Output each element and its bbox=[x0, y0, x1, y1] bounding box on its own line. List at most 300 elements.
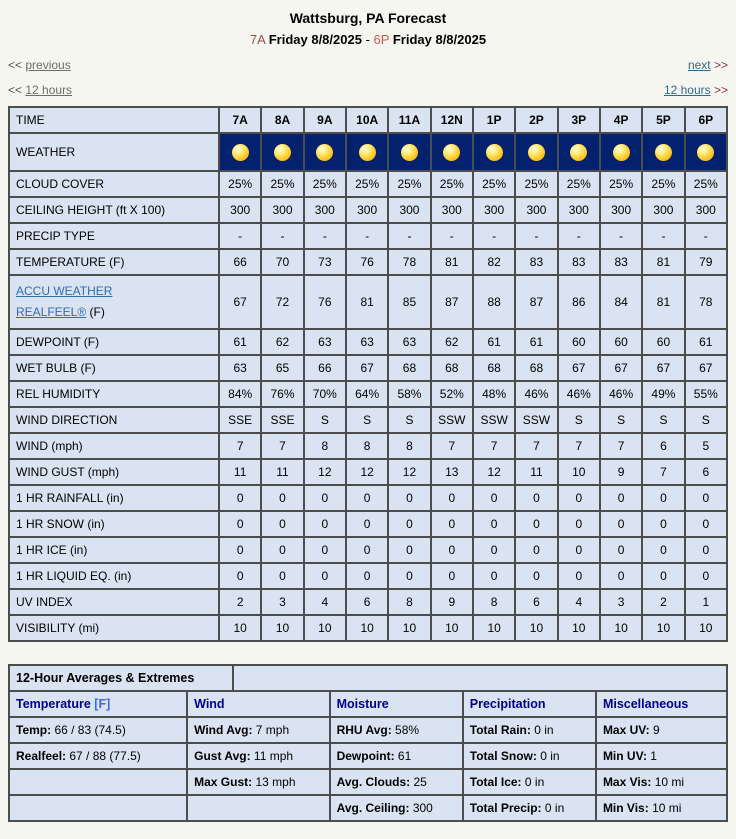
range-start-time: 7A bbox=[249, 32, 266, 47]
forecast-value: 67 bbox=[219, 275, 261, 329]
forecast-value: 83 bbox=[600, 249, 642, 275]
unit-toggle-link[interactable]: [F] bbox=[94, 697, 111, 711]
forecast-row bbox=[9, 589, 727, 615]
forecast-value: SSW bbox=[431, 407, 473, 433]
forecast-row-label: 1 HR RAINFALL (in) bbox=[9, 485, 219, 511]
weather-cell bbox=[346, 133, 388, 171]
forecast-value: 84% bbox=[219, 381, 261, 407]
forecast-value: 0 bbox=[431, 537, 473, 563]
accuweather-realfeel-link[interactable]: ACCU WEATHER bbox=[16, 284, 113, 298]
forecast-value: 64% bbox=[346, 381, 388, 407]
forecast-value: 25% bbox=[685, 171, 727, 197]
range-end-date: Friday 8/8/2025 bbox=[392, 32, 487, 47]
summary-cell: Min Vis: 10 mi bbox=[595, 796, 726, 820]
weather-cell bbox=[304, 133, 346, 171]
forecast-value: 25% bbox=[388, 171, 430, 197]
forecast-value: 25% bbox=[473, 171, 515, 197]
forecast-value: 0 bbox=[261, 563, 303, 589]
forecast-value: 87 bbox=[431, 275, 473, 329]
time-col-header: 5P bbox=[642, 107, 684, 133]
forecast-row bbox=[9, 511, 727, 537]
forecast-value: 60 bbox=[642, 329, 684, 355]
summary-col-header-label: Miscellaneous bbox=[602, 697, 689, 711]
forecast-value: 61 bbox=[473, 329, 515, 355]
time-col-header: 7A bbox=[219, 107, 261, 133]
forecast-value: 300 bbox=[431, 197, 473, 223]
forecast-value: 85 bbox=[388, 275, 430, 329]
forecast-row-label: CEILING HEIGHT (ft X 100) bbox=[9, 197, 219, 223]
forecast-value: S bbox=[388, 407, 430, 433]
forecast-value: 70% bbox=[304, 381, 346, 407]
forecast-value: S bbox=[346, 407, 388, 433]
forecast-value: 0 bbox=[685, 563, 727, 589]
forecast-value: 300 bbox=[473, 197, 515, 223]
sun-icon bbox=[316, 144, 333, 161]
forecast-table bbox=[8, 106, 728, 642]
forecast-value: 82 bbox=[473, 249, 515, 275]
forecast-value: 0 bbox=[642, 511, 684, 537]
prev-12hours-arrows-icon: << bbox=[8, 83, 23, 97]
forecast-value: 6 bbox=[642, 433, 684, 459]
summary-title-row bbox=[10, 666, 726, 690]
summary-table bbox=[8, 664, 728, 822]
forecast-value: 0 bbox=[558, 563, 600, 589]
forecast-value: 25% bbox=[558, 171, 600, 197]
forecast-value: 7 bbox=[642, 459, 684, 485]
forecast-value: 78 bbox=[685, 275, 727, 329]
time-col-header: 1P bbox=[473, 107, 515, 133]
forecast-value: 83 bbox=[515, 249, 557, 275]
forecast-value: 8 bbox=[388, 589, 430, 615]
forecast-value: 78 bbox=[388, 249, 430, 275]
forecast-value: 0 bbox=[473, 563, 515, 589]
forecast-value: 67 bbox=[642, 355, 684, 381]
forecast-row bbox=[9, 171, 727, 197]
forecast-value: 8 bbox=[388, 433, 430, 459]
summary-row bbox=[10, 742, 726, 768]
sun-icon bbox=[655, 144, 672, 161]
forecast-value: 0 bbox=[346, 511, 388, 537]
summary-cell: Total Rain: 0 in bbox=[462, 718, 595, 742]
forecast-value: 0 bbox=[558, 485, 600, 511]
forecast-row-label: WIND GUST (mph) bbox=[9, 459, 219, 485]
summary-cell: Realfeel: 67 / 88 (77.5) bbox=[16, 749, 141, 763]
forecast-value: 0 bbox=[515, 537, 557, 563]
forecast-value: 88 bbox=[473, 275, 515, 329]
next-arrows-icon: >> bbox=[713, 58, 728, 72]
forecast-value: 0 bbox=[473, 537, 515, 563]
forecast-value: 25% bbox=[261, 171, 303, 197]
sun-icon bbox=[613, 144, 630, 161]
forecast-value: S bbox=[304, 407, 346, 433]
forecast-value: 3 bbox=[600, 589, 642, 615]
forecast-value: S bbox=[600, 407, 642, 433]
forecast-value: 0 bbox=[642, 485, 684, 511]
forecast-value: 10 bbox=[558, 615, 600, 641]
summary-cell: Max UV: 9 bbox=[595, 718, 726, 742]
forecast-value: 8 bbox=[304, 433, 346, 459]
forecast-value: 11 bbox=[261, 459, 303, 485]
forecast-value: 10 bbox=[515, 615, 557, 641]
forecast-value: 68 bbox=[515, 355, 557, 381]
forecast-row bbox=[9, 433, 727, 459]
forecast-value: 0 bbox=[388, 511, 430, 537]
forecast-value: 300 bbox=[600, 197, 642, 223]
forecast-value: 76 bbox=[346, 249, 388, 275]
forecast-value: 10 bbox=[685, 615, 727, 641]
forecast-value: - bbox=[219, 223, 261, 249]
summary-cell bbox=[186, 796, 328, 820]
forecast-row bbox=[9, 223, 727, 249]
forecast-value: 61 bbox=[685, 329, 727, 355]
forecast-value: 25% bbox=[431, 171, 473, 197]
forecast-value: 0 bbox=[600, 537, 642, 563]
forecast-value: 0 bbox=[261, 511, 303, 537]
forecast-value: 63 bbox=[346, 329, 388, 355]
forecast-value: 60 bbox=[558, 329, 600, 355]
forecast-value: 67 bbox=[346, 355, 388, 381]
forecast-value: - bbox=[431, 223, 473, 249]
forecast-value: 0 bbox=[642, 563, 684, 589]
forecast-row bbox=[9, 249, 727, 275]
forecast-value: 13 bbox=[431, 459, 473, 485]
forecast-value: 0 bbox=[388, 537, 430, 563]
forecast-value: 67 bbox=[558, 355, 600, 381]
forecast-value: 72 bbox=[261, 275, 303, 329]
time-col-header: 4P bbox=[600, 107, 642, 133]
forecast-value: 0 bbox=[558, 511, 600, 537]
forecast-value: 12 bbox=[346, 459, 388, 485]
time-col-header: 10A bbox=[346, 107, 388, 133]
forecast-value: 66 bbox=[219, 249, 261, 275]
forecast-row bbox=[9, 537, 727, 563]
time-col-header: 8A bbox=[261, 107, 303, 133]
forecast-row-label: ACCU WEATHER REALFEEL® (F) bbox=[9, 275, 219, 329]
forecast-value: S bbox=[642, 407, 684, 433]
next-12hours-arrows-icon: >> bbox=[713, 83, 728, 97]
time-col-header: 3P bbox=[558, 107, 600, 133]
summary-cell bbox=[10, 770, 186, 794]
forecast-value: 300 bbox=[304, 197, 346, 223]
summary-col-header-label: Moisture bbox=[336, 697, 389, 711]
summary-cell: Total Ice: 0 in bbox=[462, 770, 595, 794]
forecast-value: 62 bbox=[261, 329, 303, 355]
forecast-row bbox=[9, 355, 727, 381]
forecast-row bbox=[9, 329, 727, 355]
forecast-value: 6 bbox=[685, 459, 727, 485]
summary-col-header bbox=[462, 692, 595, 716]
summary-cell: Min UV: 1 bbox=[595, 744, 726, 768]
weather-cell bbox=[515, 133, 557, 171]
forecast-value: 86 bbox=[558, 275, 600, 329]
summary-cell: Temp: 66 / 83 (74.5) bbox=[16, 723, 126, 737]
forecast-value: 0 bbox=[515, 511, 557, 537]
forecast-value: - bbox=[558, 223, 600, 249]
forecast-value: SSE bbox=[219, 407, 261, 433]
forecast-value: 300 bbox=[346, 197, 388, 223]
sun-icon bbox=[274, 144, 291, 161]
forecast-value: 8 bbox=[473, 589, 515, 615]
forecast-value: 10 bbox=[558, 459, 600, 485]
forecast-value: 48% bbox=[473, 381, 515, 407]
forecast-value: 63 bbox=[219, 355, 261, 381]
forecast-value: - bbox=[261, 223, 303, 249]
summary-title: 12-Hour Averages & Extremes bbox=[16, 671, 195, 685]
forecast-value: 49% bbox=[642, 381, 684, 407]
forecast-value: 73 bbox=[304, 249, 346, 275]
prev-12hours-link[interactable]: 12 hours bbox=[25, 83, 73, 97]
forecast-value: 300 bbox=[685, 197, 727, 223]
forecast-value: 61 bbox=[515, 329, 557, 355]
forecast-value: 67 bbox=[600, 355, 642, 381]
forecast-value: 76 bbox=[304, 275, 346, 329]
weather-cell bbox=[431, 133, 473, 171]
sun-icon bbox=[401, 144, 418, 161]
forecast-value: 61 bbox=[219, 329, 261, 355]
weather-row-label: WEATHER bbox=[9, 133, 219, 171]
forecast-value: 66 bbox=[304, 355, 346, 381]
summary-col-header-label: Precipitation bbox=[469, 697, 546, 711]
forecast-value: 12 bbox=[304, 459, 346, 485]
forecast-row-label: WIND (mph) bbox=[9, 433, 219, 459]
forecast-value: 7 bbox=[515, 433, 557, 459]
forecast-value: 0 bbox=[219, 537, 261, 563]
forecast-value: 12 bbox=[473, 459, 515, 485]
forecast-value: 6 bbox=[346, 589, 388, 615]
forecast-value: 8 bbox=[346, 433, 388, 459]
forecast-value: 25% bbox=[642, 171, 684, 197]
forecast-value: 3 bbox=[261, 589, 303, 615]
forecast-value: 25% bbox=[515, 171, 557, 197]
forecast-value: 10 bbox=[600, 615, 642, 641]
forecast-value: 0 bbox=[388, 485, 430, 511]
forecast-value: 0 bbox=[304, 511, 346, 537]
sun-icon bbox=[232, 144, 249, 161]
forecast-value: 62 bbox=[431, 329, 473, 355]
summary-cell: Max Vis: 10 mi bbox=[595, 770, 726, 794]
time-col-header: 2P bbox=[515, 107, 557, 133]
forecast-value: 87 bbox=[515, 275, 557, 329]
summary-header-row bbox=[10, 690, 726, 716]
forecast-value: 58% bbox=[388, 381, 430, 407]
forecast-value: 79 bbox=[685, 249, 727, 275]
summary-cell: Total Snow: 0 in bbox=[462, 744, 595, 768]
forecast-row bbox=[9, 563, 727, 589]
forecast-row bbox=[9, 407, 727, 433]
summary-col-header-label: Wind bbox=[194, 697, 225, 711]
forecast-value: - bbox=[473, 223, 515, 249]
sun-icon bbox=[570, 144, 587, 161]
forecast-value: SSW bbox=[515, 407, 557, 433]
summary-cell: Avg. Ceiling: 300 bbox=[329, 796, 462, 820]
forecast-value: S bbox=[558, 407, 600, 433]
forecast-row-label: 1 HR LIQUID EQ. (in) bbox=[9, 563, 219, 589]
forecast-value: 0 bbox=[431, 563, 473, 589]
sun-icon bbox=[443, 144, 460, 161]
forecast-value: 63 bbox=[304, 329, 346, 355]
summary-cell bbox=[10, 796, 186, 820]
forecast-value: - bbox=[388, 223, 430, 249]
forecast-value: 84 bbox=[600, 275, 642, 329]
forecast-value: 0 bbox=[600, 485, 642, 511]
forecast-value: - bbox=[685, 223, 727, 249]
forecast-value: 300 bbox=[219, 197, 261, 223]
forecast-value: 25% bbox=[600, 171, 642, 197]
forecast-value: 12 bbox=[388, 459, 430, 485]
weather-cell bbox=[473, 133, 515, 171]
accuweather-realfeel-link[interactable]: REALFEEL® bbox=[16, 305, 87, 319]
summary-cell: Avg. Clouds: 25 bbox=[329, 770, 462, 794]
summary-title-filler bbox=[232, 666, 726, 690]
forecast-value: SSE bbox=[261, 407, 303, 433]
forecast-value: 68 bbox=[473, 355, 515, 381]
forecast-value: 9 bbox=[600, 459, 642, 485]
forecast-row-label: REL HUMIDITY bbox=[9, 381, 219, 407]
weather-cell bbox=[685, 133, 727, 171]
time-col-header: 9A bbox=[304, 107, 346, 133]
weather-cell bbox=[642, 133, 684, 171]
forecast-value: 70 bbox=[261, 249, 303, 275]
date-range bbox=[8, 32, 728, 47]
forecast-value: 0 bbox=[304, 485, 346, 511]
weather-cell bbox=[388, 133, 430, 171]
previous-link[interactable]: previous bbox=[25, 58, 71, 72]
forecast-value: 65 bbox=[261, 355, 303, 381]
forecast-row-label: WET BULB (F) bbox=[9, 355, 219, 381]
weather-cell bbox=[600, 133, 642, 171]
summary-row bbox=[10, 794, 726, 820]
forecast-value: 25% bbox=[219, 171, 261, 197]
forecast-value: S bbox=[685, 407, 727, 433]
summary-row bbox=[10, 716, 726, 742]
forecast-value: 76% bbox=[261, 381, 303, 407]
forecast-value: 81 bbox=[642, 275, 684, 329]
forecast-value: - bbox=[346, 223, 388, 249]
forecast-value: 0 bbox=[558, 537, 600, 563]
forecast-value: SSW bbox=[473, 407, 515, 433]
summary-rows bbox=[10, 690, 726, 820]
forecast-row bbox=[9, 485, 727, 511]
forecast-value: 300 bbox=[515, 197, 557, 223]
forecast-value: 2 bbox=[219, 589, 261, 615]
forecast-value: 68 bbox=[431, 355, 473, 381]
forecast-value: 0 bbox=[431, 511, 473, 537]
time-col-header: 6P bbox=[685, 107, 727, 133]
summary-cell: Total Precip: 0 in bbox=[462, 796, 595, 820]
forecast-value: 0 bbox=[515, 563, 557, 589]
forecast-value: 55% bbox=[685, 381, 727, 407]
sun-icon bbox=[486, 144, 503, 161]
next-nav bbox=[688, 58, 728, 72]
forecast-row bbox=[9, 275, 727, 329]
weather-cell bbox=[261, 133, 303, 171]
forecast-value: 300 bbox=[388, 197, 430, 223]
forecast-value: 83 bbox=[558, 249, 600, 275]
forecast-value: 7 bbox=[261, 433, 303, 459]
sun-icon bbox=[697, 144, 714, 161]
previous-arrows-icon: << bbox=[8, 58, 23, 72]
next-12hours-link[interactable]: 12 hours bbox=[663, 83, 711, 97]
summary-col-header-label: Temperature bbox=[16, 697, 91, 711]
sun-icon bbox=[359, 144, 376, 161]
forecast-value: 0 bbox=[346, 563, 388, 589]
forecast-row-label: TEMPERATURE (F) bbox=[9, 249, 219, 275]
forecast-value: 0 bbox=[685, 537, 727, 563]
forecast-row bbox=[9, 197, 727, 223]
forecast-value: 10 bbox=[261, 615, 303, 641]
forecast-row bbox=[9, 381, 727, 407]
forecast-value: 7 bbox=[473, 433, 515, 459]
forecast-value: 25% bbox=[346, 171, 388, 197]
forecast-row-label: CLOUD COVER bbox=[9, 171, 219, 197]
forecast-value: 46% bbox=[558, 381, 600, 407]
forecast-value: 0 bbox=[515, 485, 557, 511]
forecast-value: 0 bbox=[600, 511, 642, 537]
forecast-value: 0 bbox=[219, 563, 261, 589]
range-separator: - bbox=[365, 32, 370, 47]
forecast-value: 7 bbox=[431, 433, 473, 459]
forecast-value: 2 bbox=[642, 589, 684, 615]
forecast-value: 4 bbox=[558, 589, 600, 615]
forecast-value: 300 bbox=[261, 197, 303, 223]
forecast-value: 4 bbox=[304, 589, 346, 615]
nav-row-period bbox=[8, 58, 728, 72]
forecast-value: - bbox=[304, 223, 346, 249]
forecast-value: 81 bbox=[346, 275, 388, 329]
forecast-value: 0 bbox=[346, 485, 388, 511]
next-link[interactable]: next bbox=[687, 58, 711, 72]
forecast-value: 11 bbox=[515, 459, 557, 485]
forecast-value: 0 bbox=[685, 511, 727, 537]
weather-cell bbox=[558, 133, 600, 171]
forecast-row-label: 1 HR ICE (in) bbox=[9, 537, 219, 563]
next-12hours-nav bbox=[664, 83, 728, 97]
forecast-value: 60 bbox=[600, 329, 642, 355]
forecast-value: 0 bbox=[388, 563, 430, 589]
forecast-value: 10 bbox=[219, 615, 261, 641]
time-col-header: 12N bbox=[431, 107, 473, 133]
forecast-value: - bbox=[515, 223, 557, 249]
nav-row-12hours bbox=[8, 83, 728, 97]
forecast-value: 10 bbox=[431, 615, 473, 641]
page-title: Wattsburg, PA Forecast bbox=[289, 10, 447, 26]
forecast-value: 81 bbox=[431, 249, 473, 275]
forecast-value: 0 bbox=[473, 485, 515, 511]
summary-cell: Wind Avg: 7 mph bbox=[186, 718, 328, 742]
time-header-row bbox=[9, 107, 727, 133]
summary-row bbox=[10, 768, 726, 794]
forecast-row-label: WIND DIRECTION bbox=[9, 407, 219, 433]
forecast-value: 7 bbox=[558, 433, 600, 459]
forecast-value: 9 bbox=[431, 589, 473, 615]
time-col-header: 11A bbox=[388, 107, 430, 133]
forecast-value: 11 bbox=[219, 459, 261, 485]
forecast-value: 300 bbox=[642, 197, 684, 223]
summary-col-header bbox=[329, 692, 462, 716]
forecast-value: 0 bbox=[219, 511, 261, 537]
forecast-value: 10 bbox=[388, 615, 430, 641]
summary-cell: Max Gust: 13 mph bbox=[186, 770, 328, 794]
previous-nav bbox=[8, 58, 71, 72]
forecast-value: 63 bbox=[388, 329, 430, 355]
forecast-value: 0 bbox=[261, 485, 303, 511]
summary-cell: RHU Avg: 58% bbox=[329, 718, 462, 742]
forecast-value: 10 bbox=[642, 615, 684, 641]
forecast-value: 52% bbox=[431, 381, 473, 407]
forecast-row-label: DEWPOINT (F) bbox=[9, 329, 219, 355]
forecast-value: 81 bbox=[642, 249, 684, 275]
summary-col-header bbox=[186, 692, 328, 716]
